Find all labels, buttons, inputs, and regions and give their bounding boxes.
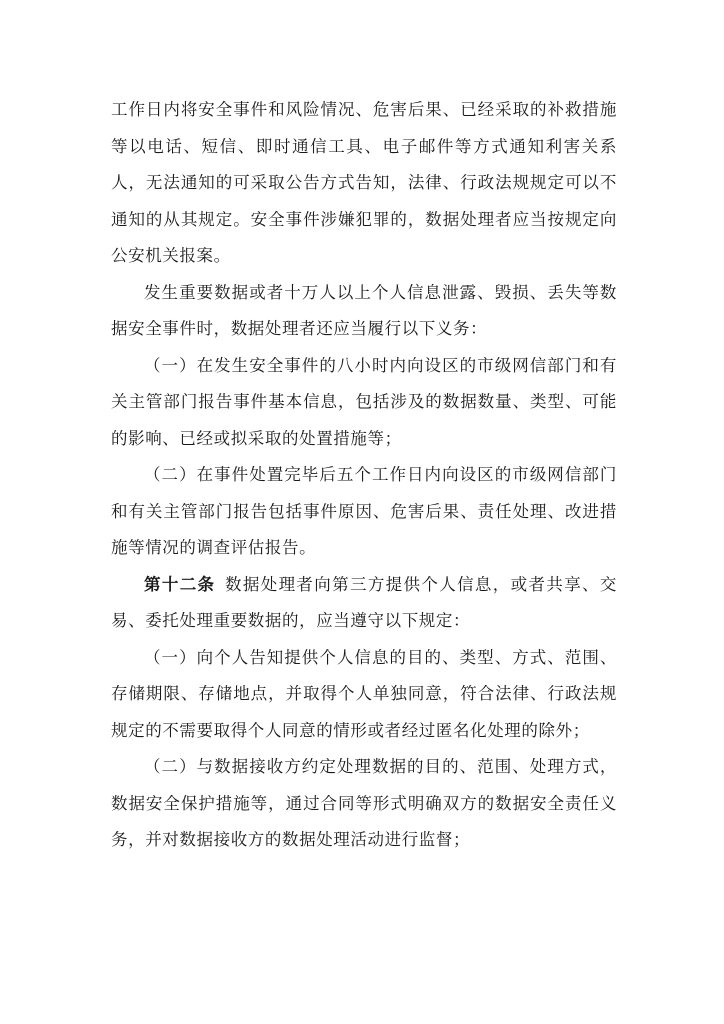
paragraph-continuation: 工作日内将安全事件和风险情况、危害后果、已经采取的补救措施等以电话、短信、即时通信工具、电子邮件等方式通知利害关系人，无法通知的可采取公告方式告知，法律、行政法规规定可以不通知的从其规定。安全事件涉嫌犯罪的，数据处理者应当按规定向公安机关报案。 — [111, 100, 617, 265]
paragraph-article-twelve — [111, 567, 617, 640]
paragraph-item-one: （一）在发生安全事件的八小时内向设区的市级网信部门和有关主管部门报告事件基本信息，包括涉及的数据数量、类型、可能的影响、已经或拟采取的处置措施等； — [111, 355, 617, 448]
paragraph-rule-two: （二）与数据接收方约定处理数据的目的、范围、处理方式，数据安全保护措施等，通过合同等形式明确双方的数据安全责任义务，并对数据接收方的数据处理活动进行监督； — [111, 757, 617, 849]
article-title: 第十二条 — [144, 574, 216, 594]
article-body: 数据处理者向第三方提供个人信息，或者共享、交易、委托处理重要数据的，应当遵守以下规定： — [111, 574, 617, 630]
paragraph-item-two: （二）在事件处置完毕后五个工作日内向设区的市级网信部门和有关主管部门报告包括事件原因、危害后果、责任处理、改进措施等情况的调查评估报告。 — [111, 465, 617, 557]
paragraph-rule-one: （一）向个人告知提供个人信息的目的、类型、方式、范围、存储期限、存储地点，并取得个人单独同意，符合法律、行政法规规定的不需要取得个人同意的情形或者经过匿名化处理的除外； — [111, 647, 617, 740]
document-page — [111, 92, 617, 859]
paragraph-obligations-intro: 发生重要数据或者十万人以上个人信息泄露、毁损、丢失等数据安全事件时，数据处理者还应当履行以下义务： — [111, 282, 617, 338]
